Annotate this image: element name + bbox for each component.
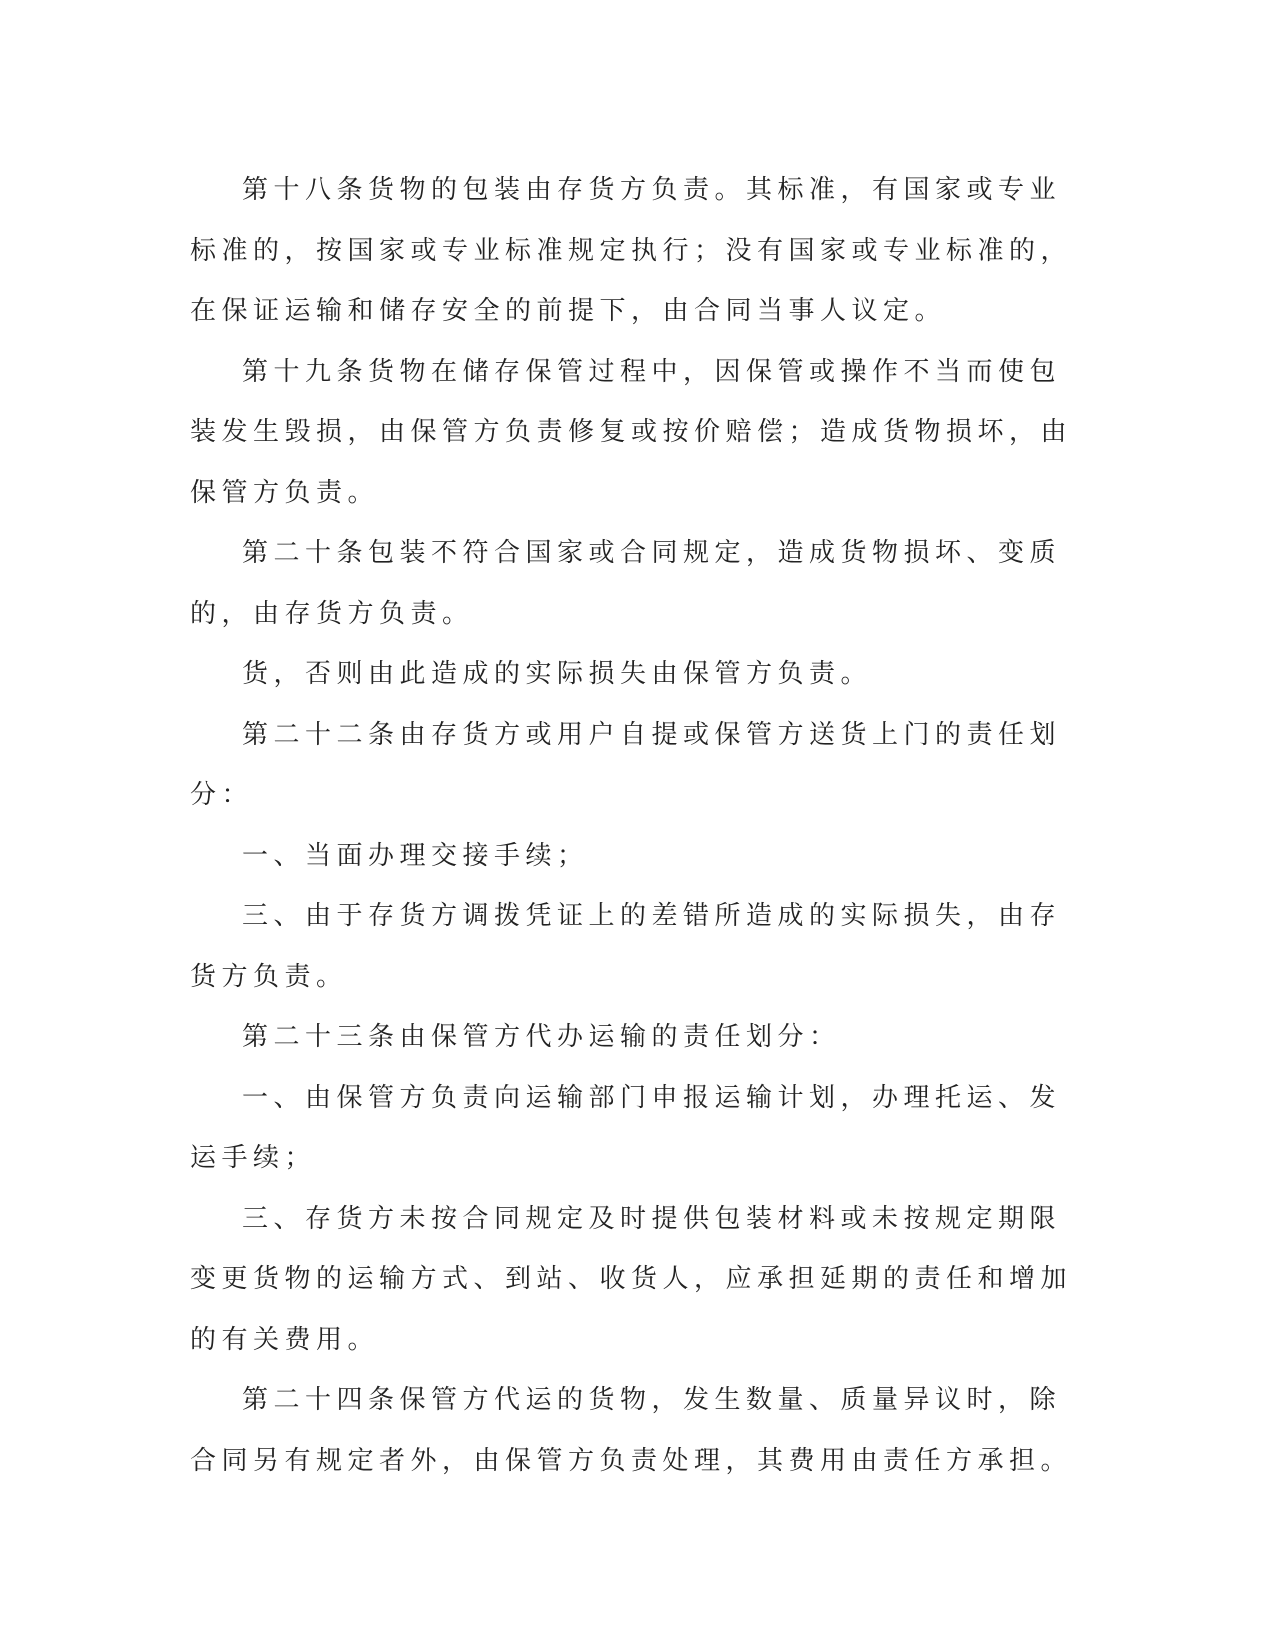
article-22-item-1: 一、当面办理交接手续； [242, 840, 589, 871]
article-22-item-3: 三、由于存货方调拨凭证上的差错所造成的实际损失，由存货方负责。 [190, 901, 1062, 992]
article-18-paragraph: 第十八条货物的包装由存货方负责。其标准，有国家或专业标准的，按国家或专业标准规定执行；没有国家或专业标准的，在保证运输和储存安全的前提下，由合同当事人议定。 [190, 175, 1073, 326]
article-20-paragraph: 第二十条包装不符合国家或合同规定，造成货物损坏、变质的，由存货方负责。 [190, 538, 1062, 629]
article-24-paragraph: 第二十四条保管方代运的货物，发生数量、质量异议时，除合同另有规定者外，由保管方负责处理，其费用由责任方承担。 [190, 1385, 1073, 1476]
article-19-paragraph: 第十九条货物在储存保管过程中，因保管或操作不当而使包装发生毁损，由保管方负责修复或按价赔偿；造成货物损坏，由保管方负责。 [190, 356, 1073, 508]
article-22-paragraph: 第二十二条由存货方或用户自提或保管方送货上门的责任划分： [190, 719, 1062, 810]
fragment-paragraph: 货，否则由此造成的实际损失由保管方负责。 [242, 659, 873, 689]
document-body [190, 160, 1085, 1491]
article-23-item-3: 三、存货方未按合同规定及时提供包装材料或未按规定期限变更货物的运输方式、到站、收货人，应承担延期的责任和增加的有关费用。 [190, 1203, 1073, 1355]
article-23-item-1: 一、由保管方负责向运输部门申报运输计划，办理托运、发运手续； [190, 1082, 1062, 1173]
article-23-paragraph: 第二十三条由保管方代办运输的责任划分： [242, 1022, 841, 1052]
